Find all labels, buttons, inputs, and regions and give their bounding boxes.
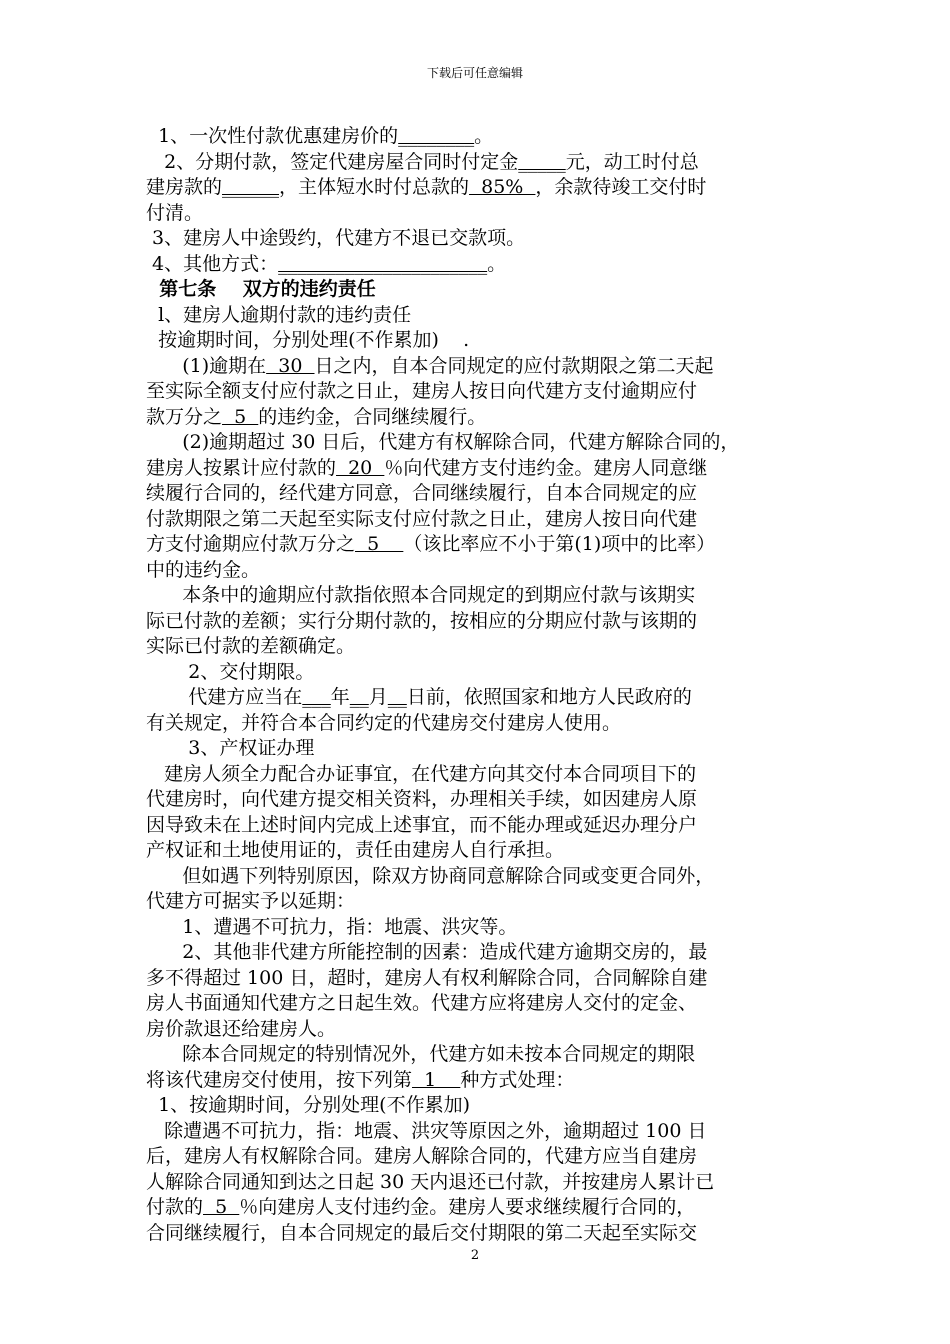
page-header: 下载后可任意编辑 xyxy=(426,66,523,80)
text-line xyxy=(146,1221,826,1247)
text-line xyxy=(146,1068,826,1094)
text-segment: 日前，依照国家和地方人民政府的 xyxy=(406,686,692,708)
text-line xyxy=(146,150,826,176)
text-segment: 1、一次性付款优惠建房价的 xyxy=(146,125,399,147)
text-segment: 中的违约金。 xyxy=(146,558,261,581)
filled-blank: _____ xyxy=(518,150,566,173)
text-line xyxy=(146,124,826,150)
text-line xyxy=(146,303,826,329)
text-segment: 付清。 xyxy=(146,201,204,224)
text-line xyxy=(146,1195,826,1221)
text-segment: 际已付款的差额；实行分期付款的，按相应的分期应付款与该期的 xyxy=(146,609,698,632)
text-segment: 后，建房人有权解除合同。建房人解除合同的，代建方应当自建房 xyxy=(146,1145,698,1167)
text-segment: 第七条 双方的违约责任 xyxy=(146,278,376,300)
text-segment: 4、其他方式： xyxy=(146,252,279,275)
page-number: 2 xyxy=(470,1248,480,1263)
text-segment: ％向建房人支付违约金。建房人要求继续履行合同的， xyxy=(239,1196,696,1218)
text-segment: 方支付逾期应付款万分之 xyxy=(146,533,356,555)
text-segment: (1)逾期在 xyxy=(146,354,267,377)
text-segment: 1、按逾期时间，分别处理(不作累加) xyxy=(146,1094,470,1116)
text-segment: 除遭遇不可抗力，指：地震、洪灾等原因之外，逾期超过 100 日 xyxy=(146,1119,707,1142)
text-segment: 人解除合同通知到达之日起 30 天内退还已付款，并按建房人累计已 xyxy=(146,1170,715,1193)
text-line xyxy=(146,354,826,380)
text-line xyxy=(146,1170,826,1196)
filled-blank: 5 xyxy=(203,1196,240,1218)
text-line xyxy=(146,1119,826,1145)
text-line xyxy=(146,940,826,966)
filled-blank: 5 xyxy=(355,533,404,555)
text-segment: 建房人按累计应付款的 xyxy=(146,456,337,479)
text-segment: 实际已付款的差额确定。 xyxy=(146,635,356,657)
text-line xyxy=(146,736,826,762)
text-segment: 合同继续履行，自本合同规定的最后交付期限的第二天起至实际交 xyxy=(146,1221,698,1244)
text-line xyxy=(146,507,826,533)
filled-blank: ___ xyxy=(302,686,331,708)
text-line xyxy=(146,787,826,813)
text-line xyxy=(146,634,826,660)
filled-blank: __ xyxy=(387,686,407,708)
text-segment: 年 xyxy=(330,686,350,708)
text-segment: 1、遭遇不可抗力，指：地震、洪灾等。 xyxy=(146,915,518,938)
text-segment: 日之内，自本合同规定的应付款期限之第二天起 xyxy=(314,354,714,377)
text-segment: 续履行合同的，经代建方同意，合同继续履行，自本合同规定的应 xyxy=(146,482,698,504)
text-segment: 建房款的 xyxy=(146,176,223,198)
filled-blank: 5 xyxy=(222,405,259,428)
text-segment: ，余款待竣工交付时 xyxy=(535,176,707,198)
text-line xyxy=(146,864,826,890)
text-line xyxy=(146,1017,826,1043)
filled-blank: 30 xyxy=(266,354,315,377)
text-segment: 建房人须全力配合办证事宜，在代建方向其交付本合同项目下的 xyxy=(146,762,697,785)
text-line xyxy=(146,660,826,686)
text-segment: 付款期限之第二天起至实际支付应付款之日止，建房人按日向代建 xyxy=(146,507,698,530)
text-line xyxy=(146,711,826,737)
text-segment: 元，动工时付总 xyxy=(565,150,699,173)
document-body xyxy=(146,124,826,1246)
text-line xyxy=(146,456,826,482)
text-line xyxy=(146,813,826,839)
text-segment: 月 xyxy=(368,686,388,708)
text-segment: 本条中的逾期应付款指依照本合同规定的到期应付款与该期实 xyxy=(146,584,696,606)
text-segment: 。 xyxy=(487,252,507,275)
text-line xyxy=(146,201,826,227)
text-segment: ％向代建方支付违约金。建房人同意继 xyxy=(384,456,708,479)
text-line xyxy=(146,685,826,711)
text-segment: 产权证和土地使用证的，责任由建房人自行承担。 xyxy=(146,839,565,861)
text-segment: 有关规定，并符合本合同约定的代建房交付建房人使用。 xyxy=(146,711,622,734)
text-segment: 。 xyxy=(474,125,494,147)
filled-blank: 85% xyxy=(469,176,536,198)
filled-blank: ______ xyxy=(222,176,280,198)
text-line xyxy=(146,1144,826,1170)
text-segment: 因导致未在上述时间内完成上述事宜，而不能办理或延迟办理分户 xyxy=(146,813,698,836)
text-line xyxy=(146,889,826,915)
text-segment: ，主体短水时付总款的 xyxy=(279,176,470,198)
filled-blank: 20 xyxy=(336,456,385,479)
text-segment: 2、其他非代建方所能控制的因素：造成代建方逾期交房的，最 xyxy=(146,941,708,963)
text-segment: 房价款退还给建房人。 xyxy=(146,1017,337,1040)
text-line xyxy=(146,379,826,405)
text-segment: 将该代建房交付使用，按下列第 xyxy=(146,1068,413,1091)
text-segment: 付款的 xyxy=(146,1196,204,1218)
text-segment: 2、分期付款，签定代建房屋合同时付定金 xyxy=(146,150,519,173)
text-line xyxy=(146,328,826,354)
text-line xyxy=(146,405,826,431)
text-line xyxy=(146,966,826,992)
text-line xyxy=(146,532,826,558)
text-line xyxy=(146,609,826,635)
text-segment: 代建房时，向代建方提交相关资料，办理相关手续，如因建房人原 xyxy=(146,788,698,810)
text-line xyxy=(146,838,826,864)
filled-blank: __ xyxy=(349,686,369,708)
filled-blank: ______________________ xyxy=(278,252,488,275)
text-segment: (2)逾期超过 30 日后，代建方有权解除合同，代建方解除合同的， xyxy=(146,431,740,453)
text-line xyxy=(146,481,826,507)
text-line xyxy=(146,430,826,456)
text-segment: 的违约金，合同继续履行。 xyxy=(258,405,487,428)
filled-blank: ________ xyxy=(398,125,475,147)
text-segment: 多不得超过 100 日，超时，建房人有权利解除合同，合同解除自建 xyxy=(146,966,708,989)
text-segment: 但如遇下列特别原因，除双方协商同意解除合同或变更合同外， xyxy=(146,864,715,887)
text-line xyxy=(146,762,826,788)
text-segment: 代建方应当在 xyxy=(146,686,303,708)
text-segment: 房人书面通知代建方之日起生效。代建方应将建房人交付的定金、 xyxy=(146,992,698,1014)
text-line xyxy=(146,1042,826,1068)
text-segment: 2、交付期限。 xyxy=(146,660,315,683)
text-line xyxy=(146,558,826,584)
text-segment: 款万分之 xyxy=(146,405,223,428)
text-segment: l、建房人逾期付款的违约责任 xyxy=(146,303,412,326)
text-segment: 3、产权证办理 xyxy=(146,737,315,759)
text-segment: 代建方可据实予以延期： xyxy=(146,890,356,912)
text-segment: （该比率应不小于第(1)项中的比率） xyxy=(403,533,716,555)
text-line xyxy=(146,226,826,252)
text-line xyxy=(146,175,826,201)
text-line xyxy=(146,991,826,1017)
filled-blank: 1 xyxy=(412,1068,461,1091)
text-line xyxy=(146,583,826,609)
text-segment: 至实际全额支付应付款之日止，建房人按日向代建方支付逾期应付 xyxy=(146,380,698,402)
text-line xyxy=(146,1093,826,1119)
text-segment: 按逾期时间，分别处理(不作累加) . xyxy=(146,329,470,351)
text-line xyxy=(146,915,826,941)
text-line xyxy=(146,252,826,278)
text-line xyxy=(146,277,826,303)
text-segment: 3、建房人中途毁约，代建方不退已交款项。 xyxy=(146,227,526,249)
text-segment: 种方式处理： xyxy=(460,1068,575,1091)
text-segment: 除本合同规定的特别情况外，代建方如未按本合同规定的期限 xyxy=(146,1043,696,1065)
